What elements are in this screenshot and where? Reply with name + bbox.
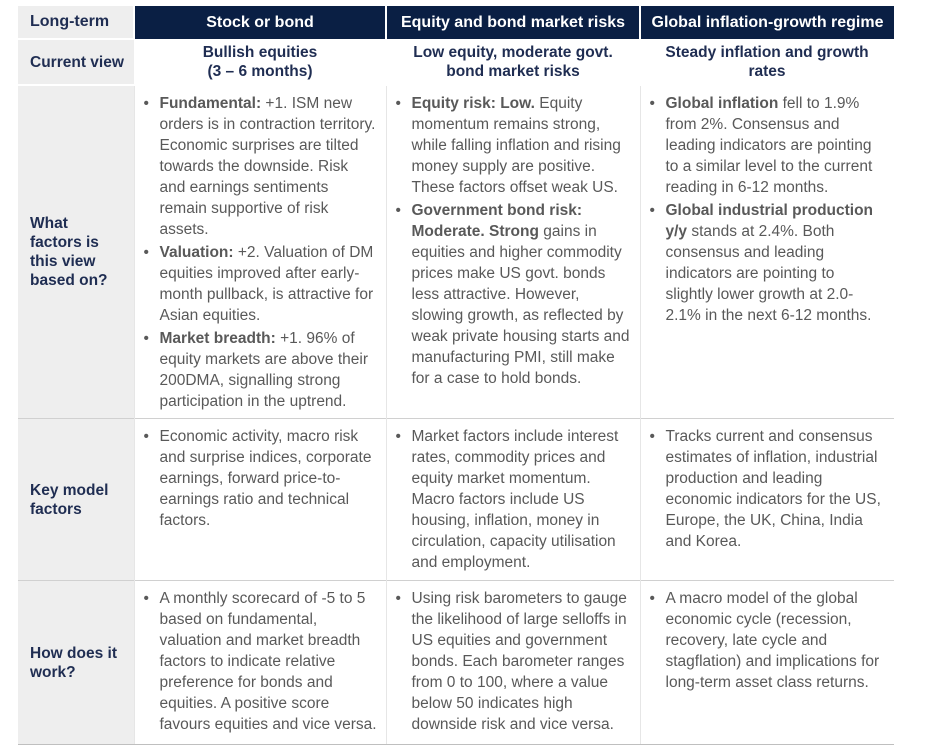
bullet-text: A macro model of the global economic cycle (recession, recovery, late cycle and stagflation) and implications for long-term asset class returns. xyxy=(665,590,880,691)
bullet-item xyxy=(649,93,887,198)
row-label-text: What factors is this view based on? xyxy=(30,215,108,289)
bullet-text: stands at 2.4%. Both consensus and leading indicators are pointing to slightly lower growth at 2.0-2.1% in the next 6-12 months. xyxy=(665,223,872,324)
bullet-item xyxy=(143,588,378,735)
bullet-icon: • xyxy=(143,428,149,445)
bullet-text: Using risk barometers to gauge the likelihood of large selloffs in US equities and government bonds. Each barometer ranges from 0 to 100, where a value below 50 indicates high downside risk and vice versa. xyxy=(411,590,627,733)
row-label-text: Key model factors xyxy=(30,481,109,518)
bullet-item xyxy=(395,588,632,735)
bullet-list xyxy=(649,588,887,693)
header-corner: Long-term xyxy=(18,6,134,39)
bullet-text: A monthly scorecard of -5 to 5 based on fundamental, valuation and market breadth factors to indicate relative preference for bonds and equities. A positive score favours equities and vice versa. xyxy=(159,590,377,733)
bullet-icon: • xyxy=(395,590,401,607)
how-market-risks xyxy=(386,581,640,745)
column-header-market-risks: Equity and bond market risks xyxy=(386,6,640,39)
bullet-item xyxy=(649,426,887,552)
bullet-key: Global inflation xyxy=(665,95,779,112)
bullet-text: gains in equities and higher commodity prices make US govt. bonds less attractive. However, slowing growth, as reflected by weak private housing starts and manufacturing PMI, still make for a case to hold bonds. xyxy=(411,223,630,387)
factors-row xyxy=(18,419,894,581)
row-label-how xyxy=(18,581,134,745)
bullet-icon: • xyxy=(649,428,655,445)
bullet-icon: • xyxy=(143,330,149,347)
bullet-key: Fundamental: xyxy=(159,95,262,112)
current-view-line: Steady inflation and growth xyxy=(665,43,869,61)
factors-inflation-growth xyxy=(640,419,894,581)
bullet-key: Global industrial production y/y xyxy=(665,202,874,240)
basis-row xyxy=(18,85,894,419)
current-view-line: (3 – 6 months) xyxy=(207,62,313,80)
row-label-current-view: Current view xyxy=(18,39,134,85)
bullet-icon: • xyxy=(649,590,655,607)
bullet-icon: • xyxy=(649,95,655,112)
basis-inflation-growth xyxy=(640,85,894,419)
bullet-item xyxy=(395,93,632,198)
current-view-line: Low equity, moderate govt. xyxy=(413,43,613,61)
row-label-factors xyxy=(18,419,134,581)
bullet-key: Government bond risk: Moderate. Strong xyxy=(411,202,583,240)
current-view-line: bond market risks xyxy=(446,62,580,80)
bullet-icon: • xyxy=(143,95,149,112)
bullet-list xyxy=(143,93,378,412)
bullet-item xyxy=(649,200,887,326)
current-view-row xyxy=(18,39,894,85)
bullet-key: Market breadth: xyxy=(159,330,276,347)
bullet-text: Economic activity, macro risk and surprise indices, corporate earnings, forward price-to-earnings ratio and technical factors. xyxy=(159,428,372,529)
how-inflation-growth xyxy=(640,581,894,745)
factors-stock-bond xyxy=(134,419,386,581)
header-row xyxy=(18,6,894,39)
bullet-item xyxy=(143,426,378,531)
current-view-line: rates xyxy=(748,62,786,80)
current-view-market-risks xyxy=(386,39,640,85)
factors-market-risks xyxy=(386,419,640,581)
bullet-icon: • xyxy=(395,95,401,112)
how-stock-bond xyxy=(134,581,386,745)
basis-market-risks xyxy=(386,85,640,419)
current-view-inflation-growth xyxy=(640,39,894,85)
bullet-item xyxy=(143,93,378,240)
bullet-item xyxy=(395,426,632,573)
bullet-icon: • xyxy=(649,202,655,219)
bullet-key: Valuation: xyxy=(159,244,234,261)
bullet-text: Equity momentum remains strong, while falling inflation and rising money supply are positive. These factors offset weak US. xyxy=(411,95,621,196)
bullet-list xyxy=(143,588,378,735)
bullet-item xyxy=(143,328,378,412)
bullet-icon: • xyxy=(395,428,401,445)
bullet-list xyxy=(143,426,378,531)
model-summary-table xyxy=(18,6,894,745)
bullet-icon: • xyxy=(395,202,401,219)
basis-stock-bond xyxy=(134,85,386,419)
bullet-text: fell to 1.9% from 2%. Consensus and leading indicators are pointing to a similar level to the current reading in 6-12 months. xyxy=(665,95,873,196)
bullet-list xyxy=(649,93,887,326)
bullet-item xyxy=(395,200,632,389)
bullet-item xyxy=(143,242,378,326)
bullet-text: Tracks current and consensus estimates of inflation, industrial production and leading economic indicators for the US, Europe, the UK, China, India and Korea. xyxy=(665,428,881,550)
column-header-inflation-growth: Global inflation-growth regime xyxy=(640,6,894,39)
bullet-list xyxy=(395,588,632,735)
bullet-icon: • xyxy=(143,590,149,607)
current-view-line: Bullish equities xyxy=(202,43,318,61)
column-header-stock-bond: Stock or bond xyxy=(134,6,386,39)
bullet-text: +2. Valuation of DM equities improved after early-month pullback, is attractive for Asian equities. xyxy=(159,244,374,324)
bullet-key: Equity risk: Low. xyxy=(411,95,535,112)
current-view-stock-bond xyxy=(134,39,386,85)
bullet-icon: • xyxy=(143,244,149,261)
row-label-basis xyxy=(18,85,134,419)
bullet-text: Market factors include interest rates, commodity prices and equity market momentum. Macro factors include US housing, inflation, money in circulation, capacity utilisation and employment. xyxy=(411,428,619,571)
how-row xyxy=(18,581,894,745)
bullet-list xyxy=(649,426,887,552)
bullet-text: +1. 96% of equity markets are above their 200DMA, signalling strong participation in the uptrend. xyxy=(159,330,368,410)
bullet-list xyxy=(395,426,632,573)
bullet-list xyxy=(395,93,632,389)
bullet-text: +1. ISM new orders is in contraction territory. Economic surprises are tilted towards the downside. Risk and earnings sentiments remain supportive of risk assets. xyxy=(159,95,376,238)
row-label-text: How does it work? xyxy=(30,644,117,681)
bullet-item xyxy=(649,588,887,693)
